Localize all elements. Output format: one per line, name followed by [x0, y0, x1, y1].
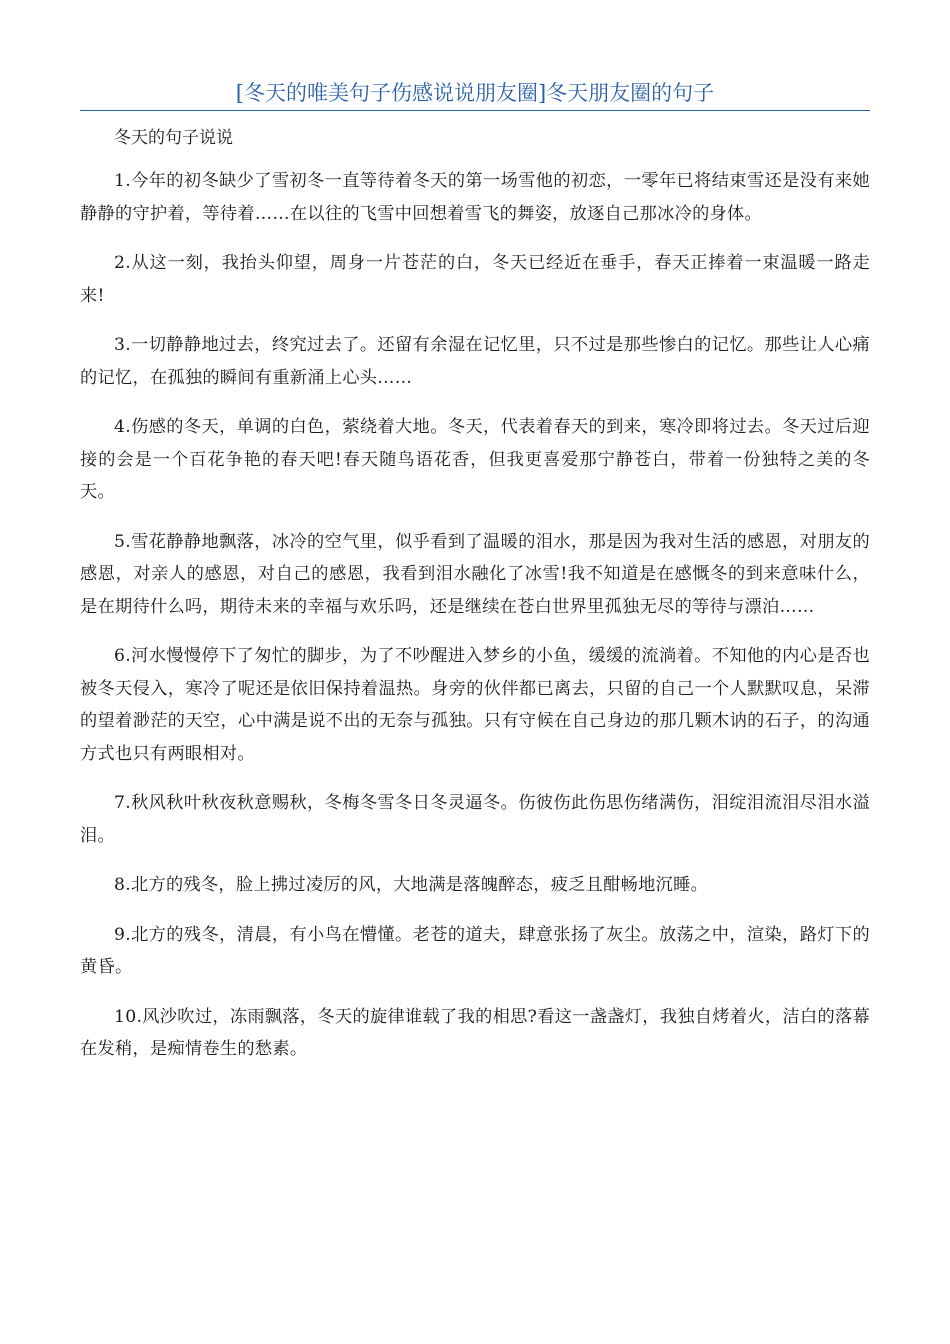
paragraph-7: 7.秋风秋叶秋夜秋意赐秋，冬梅冬雪冬日冬灵逼冬。伤彼伤此伤思伤绪满伤，泪绽泪流泪尽泪水溢泪。 [80, 793, 870, 846]
paragraph-8: 8.北方的残冬，脸上拂过凌厉的风，大地满是落魄醉态，疲乏且酣畅地沉睡。 [114, 875, 709, 895]
document-title: [冬天的唯美句子伤感说说朋友圈]冬天朋友圈的句子 [80, 78, 870, 111]
paragraph-5: 5.雪花静静地飘落，冰冷的空气里，似乎看到了温暖的泪水，那是因为我对生活的感恩，对朋友的感恩，对亲人的感恩，对自己的感恩，我看到泪水融化了冰雪!我不知道是在感慨冬的到来意味什么，是在期待什么吗，期待未来的幸福与欢乐吗，还是继续在苍白世界里孤独无尽的等待与漂泊…… [80, 531, 870, 617]
paragraph-4: 4.伤感的冬天，单调的白色，萦绕着大地。冬天，代表着春天的到来，寒冷即将过去。冬天过后迎接的会是一个百花争艳的春天吧!春天随鸟语花香，但我更喜爱那宁静苍白，带着一份独特之美的冬天。 [80, 417, 870, 502]
paragraph-1: 1.今年的初冬缺少了雪初冬一直等待着冬天的第一场雪他的初恋，一零年已将结束雪还是没有来她静静的守护着，等待着……在以往的飞雪中回想着雪飞的舞姿，放逐自己那冰冷的身体。 [80, 171, 870, 224]
paragraph-3: 3.一切静静地过去，终究过去了。还留有余湿在记忆里，只不过是那些惨白的记忆。那些让人心痛的记忆，在孤独的瞬间有重新涌上心头…… [80, 335, 870, 388]
document-page [80, 78, 870, 1083]
paragraph-9: 9.北方的残冬，清晨，有小鸟在懵懂。老苍的道夫，肆意张扬了灰尘。放荡之中，渲染，路灯下的黄昏。 [80, 924, 870, 977]
paragraph-2: 2.从这一刻，我抬头仰望，周身一片苍茫的白，冬天已经近在垂手，春天正捧着一束温暖一路走来! [80, 253, 870, 306]
section-heading: 冬天的句子说说 [114, 128, 233, 148]
paragraph-6: 6.河水慢慢停下了匆忙的脚步，为了不吵醒进入梦乡的小鱼，缓缓的流淌着。不知他的内心是否也被冬天侵入，寒冷了呢还是依旧保持着温热。身旁的伙伴都已离去，只留的自己一个人默默叹息，呆滞的望着渺茫的天空，心中满是说不出的无奈与孤独。只有守候在自己身边的那几颗木讷的石子，的沟通方式也只有两眼相对。 [80, 646, 870, 764]
paragraph-10: 10.风沙吹过，冻雨飘落，冬天的旋律谁载了我的相思?看这一盏盏灯，我独自烤着火，洁白的落幕在发稍，是痴情卷生的愁素。 [80, 1006, 870, 1059]
